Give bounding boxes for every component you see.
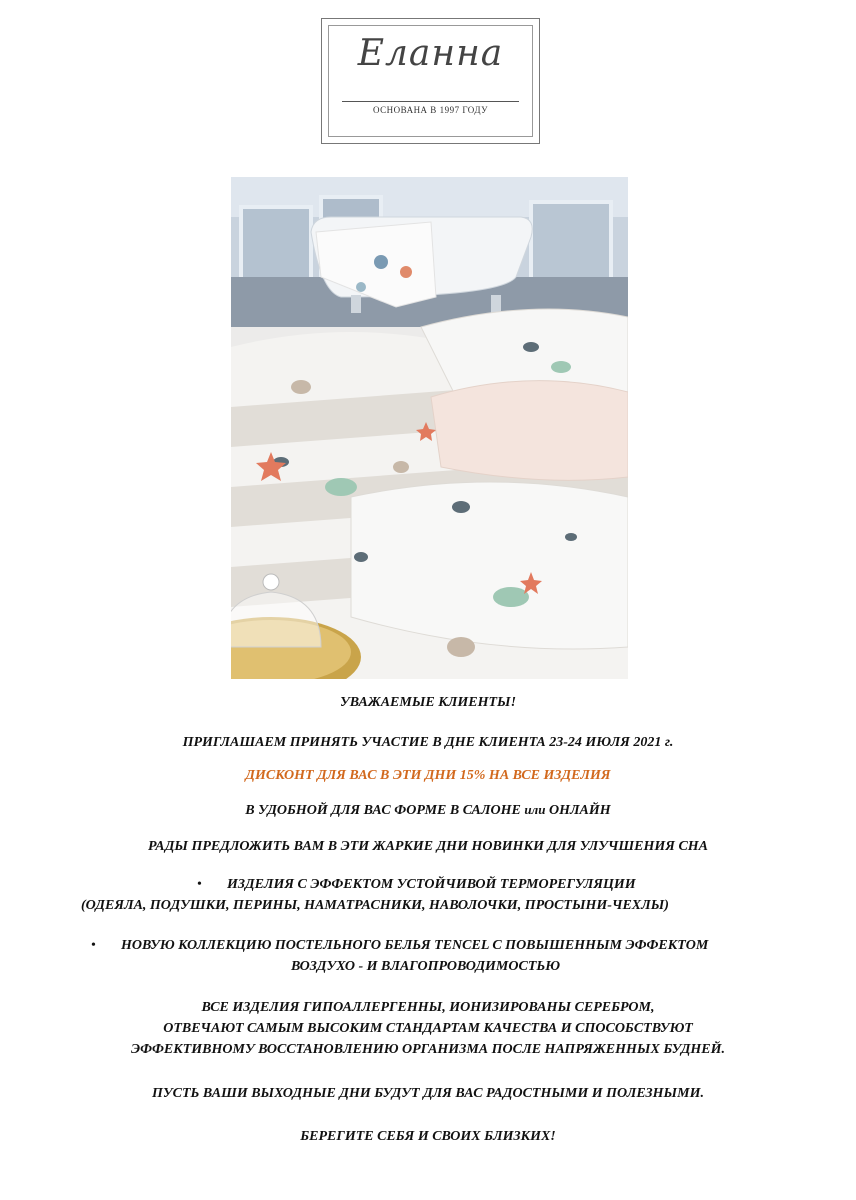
brand-logo (321, 18, 540, 144)
bullet-1-line-2: (ОДЕЯЛА, ПОДУШКИ, ПЕРИНЫ, НАМАТРАСНИКИ, НАВОЛОЧКИ, ПРОСТЫНИ-ЧЕХЛЫ) (81, 898, 669, 913)
bullet-1-icon: • (197, 877, 202, 892)
logo-tagline: ОСНОВАНА В 1997 ГОДУ (373, 105, 488, 115)
format-main: В УДОБНОЙ ДЛЯ ВАС ФОРМЕ В САЛОНЕ (245, 803, 525, 818)
logo-divider (342, 101, 519, 102)
bullet-2-icon: • (91, 938, 96, 953)
quality-line-2: ОТВЕЧАЮТ САМЫМ ВЫСОКИМ СТАНДАРТАМ КАЧЕСТВА И СПОСОБСТВУЮТ (163, 1021, 693, 1036)
bullet-1-line-1: ИЗДЕЛИЯ С ЭФФЕКТОМ УСТОЙЧИВОЙ ТЕРМОРЕГУЛЯЦИИ (227, 877, 636, 892)
logo-script: Еланна (357, 33, 504, 74)
greeting-text: УВАЖАЕМЫЕ КЛИЕНТЫ! (339, 695, 517, 710)
bedding-photo-icon (231, 177, 628, 679)
wish-text: ПУСТЬ ВАШИ ВЫХОДНЫЕ ДНИ БУДУТ ДЛЯ ВАС РАДОСТНЫМИ И ПОЛЕЗНЫМИ. (152, 1086, 704, 1101)
quality-line-1: ВСЕ ИЗДЕЛИЯ ГИПОАЛЛЕРГЕННЫ, ИОНИЗИРОВАНЫ СЕРЕБРОМ, (201, 1000, 655, 1015)
quality-line-3: ЭФФЕКТИВНОМУ ВОССТАНОВЛЕНИЮ ОРГАНИЗМА ПОСЛЕ НАПРЯЖЕННЫХ БУДНЕЙ. (130, 1042, 726, 1057)
offer-text: РАДЫ ПРЕДЛОЖИТЬ ВАМ В ЭТИ ЖАРКИЕ ДНИ НОВИНКИ ДЛЯ УЛУЧШЕНИЯ СНА (147, 839, 709, 854)
bullet-2-line-2: ВОЗДУХО - И ВЛАГОПРОВОДИМОСТЬЮ (291, 959, 561, 974)
format-online: ОНЛАЙН (545, 803, 611, 818)
discount-text: ДИСКОНТ ДЛЯ ВАС В ЭТИ ДНИ 15% НА ВСЕ ИЗДЕЛИЯ (245, 768, 611, 783)
format-or: или (524, 802, 546, 817)
bedding-photo (231, 177, 628, 679)
closing-text: БЕРЕГИТЕ СЕБЯ И СВОИХ БЛИЗКИХ! (300, 1129, 556, 1144)
format-text (0, 802, 856, 819)
invite-text: ПРИГЛАШАЕМ ПРИНЯТЬ УЧАСТИЕ В ДНЕ КЛИЕНТА 23-24 ИЮЛЯ 2021 г. (182, 735, 674, 750)
bullet-2-line-1: НОВУЮ КОЛЛЕКЦИЮ ПОСТЕЛЬНОГО БЕЛЬЯ TENCEL С ПОВЫШЕННЫМ ЭФФЕКТОМ (121, 938, 709, 953)
